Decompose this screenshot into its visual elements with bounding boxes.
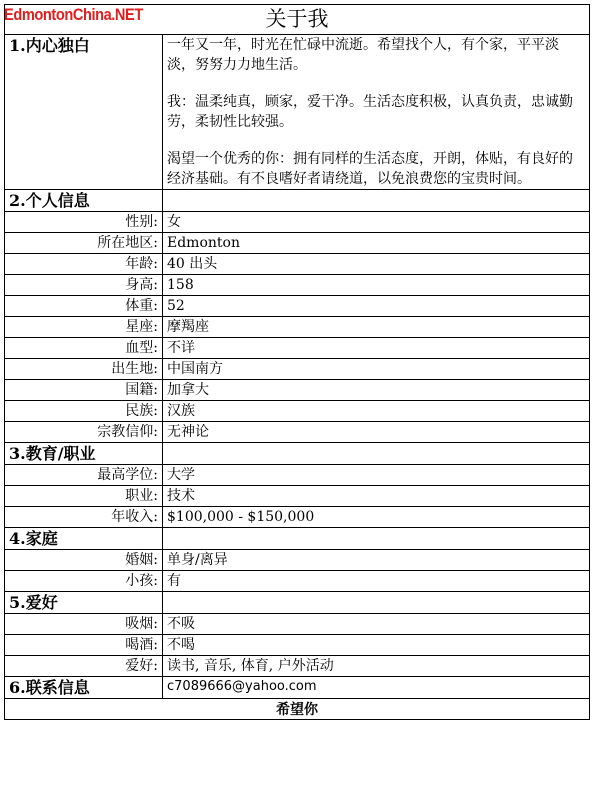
field-label: 宗教信仰: bbox=[5, 422, 163, 443]
field-row-height bbox=[5, 275, 590, 296]
field-label: 吸烟: bbox=[5, 614, 163, 635]
section-row-personal bbox=[5, 190, 590, 212]
field-value: 52 bbox=[163, 296, 590, 317]
contact-email: c7089666@yahoo.com bbox=[163, 677, 590, 699]
footer-row bbox=[5, 699, 590, 720]
field-value: 技术 bbox=[163, 486, 590, 507]
field-row-age bbox=[5, 254, 590, 275]
field-row-marital bbox=[5, 550, 590, 571]
field-value: 摩羯座 bbox=[163, 317, 590, 338]
empty-cell bbox=[163, 592, 590, 614]
field-value: 中国南方 bbox=[163, 359, 590, 380]
field-value: 加拿大 bbox=[163, 380, 590, 401]
field-value: 不详 bbox=[163, 338, 590, 359]
field-label: 爱好: bbox=[5, 656, 163, 677]
field-value: 不喝 bbox=[163, 635, 590, 656]
section-heading-personal: 2.个人信息 bbox=[5, 190, 163, 212]
section-heading-education: 3.教育/职业 bbox=[5, 443, 163, 465]
field-row-degree bbox=[5, 465, 590, 486]
intro-text bbox=[163, 35, 590, 190]
field-row-drinking bbox=[5, 635, 590, 656]
field-value: 单身/离异 bbox=[163, 550, 590, 571]
section-row-education bbox=[5, 443, 590, 465]
field-value: Edmonton bbox=[163, 233, 590, 254]
field-label: 年龄: bbox=[5, 254, 163, 275]
field-value: 无神论 bbox=[163, 422, 590, 443]
field-label: 体重: bbox=[5, 296, 163, 317]
field-value: $100,000 - $150,000 bbox=[163, 507, 590, 528]
field-value: 汉族 bbox=[163, 401, 590, 422]
empty-cell bbox=[163, 443, 590, 465]
field-row-nationality bbox=[5, 380, 590, 401]
field-label: 性别: bbox=[5, 212, 163, 233]
section-heading-intro: 1.内心独白 bbox=[5, 35, 163, 190]
field-row-weight bbox=[5, 296, 590, 317]
field-label: 身高: bbox=[5, 275, 163, 296]
section-row-family bbox=[5, 528, 590, 550]
field-row-smoking bbox=[5, 614, 590, 635]
section-row-hobby bbox=[5, 592, 590, 614]
field-row-religion bbox=[5, 422, 590, 443]
field-row-income bbox=[5, 507, 590, 528]
field-label: 最高学位: bbox=[5, 465, 163, 486]
field-value: 读书, 音乐, 体育, 户外活动 bbox=[163, 656, 590, 677]
field-label: 星座: bbox=[5, 317, 163, 338]
empty-cell bbox=[163, 528, 590, 550]
section-heading-contact: 6.联系信息 bbox=[5, 677, 163, 699]
field-value: 不吸 bbox=[163, 614, 590, 635]
footer-partial-text: 希望你 bbox=[5, 699, 590, 720]
field-row-ethnicity bbox=[5, 401, 590, 422]
field-label: 小孩: bbox=[5, 571, 163, 592]
section-row-contact bbox=[5, 677, 590, 699]
field-row-occupation bbox=[5, 486, 590, 507]
field-value: 158 bbox=[163, 275, 590, 296]
intro-paragraph: 我：温柔纯真，顾家，爱干净。生活态度积极，认真负责，忠诚勤劳，柔韧性比较强。 bbox=[167, 94, 573, 130]
field-value: 大学 bbox=[163, 465, 590, 486]
field-label: 血型: bbox=[5, 338, 163, 359]
field-row-gender bbox=[5, 212, 590, 233]
field-label: 年收入: bbox=[5, 507, 163, 528]
field-row-hobbies bbox=[5, 656, 590, 677]
field-row-location bbox=[5, 233, 590, 254]
intro-paragraph: 渴望一个优秀的你：拥有同样的生活态度，开朗，体贴，有良好的经济基础。有不良嗜好者请绕道，以免浪费您的宝贵时间。 bbox=[167, 151, 573, 187]
field-row-birthplace bbox=[5, 359, 590, 380]
intro-row bbox=[5, 35, 590, 190]
field-value: 女 bbox=[163, 212, 590, 233]
empty-cell bbox=[163, 190, 590, 212]
field-label: 喝酒: bbox=[5, 635, 163, 656]
field-row-blood-type bbox=[5, 338, 590, 359]
field-row-zodiac bbox=[5, 317, 590, 338]
section-heading-hobby: 5.爱好 bbox=[5, 592, 163, 614]
field-label: 婚姻: bbox=[5, 550, 163, 571]
field-row-children bbox=[5, 571, 590, 592]
field-value: 有 bbox=[163, 571, 590, 592]
page-title: 关于我 bbox=[5, 5, 590, 35]
field-label: 出生地: bbox=[5, 359, 163, 380]
intro-paragraph: 一年又一年，时光在忙碌中流逝。希望找个人，有个家，平平淡淡，努努力力地生活。 bbox=[167, 37, 559, 73]
field-value: 40 出头 bbox=[163, 254, 590, 275]
field-label: 国籍: bbox=[5, 380, 163, 401]
profile-table bbox=[4, 4, 590, 720]
section-heading-family: 4.家庭 bbox=[5, 528, 163, 550]
field-label: 职业: bbox=[5, 486, 163, 507]
field-label: 民族: bbox=[5, 401, 163, 422]
site-logo: EdmontonChina.NET bbox=[4, 5, 143, 24]
field-label: 所在地区: bbox=[5, 233, 163, 254]
title-row bbox=[5, 5, 590, 35]
